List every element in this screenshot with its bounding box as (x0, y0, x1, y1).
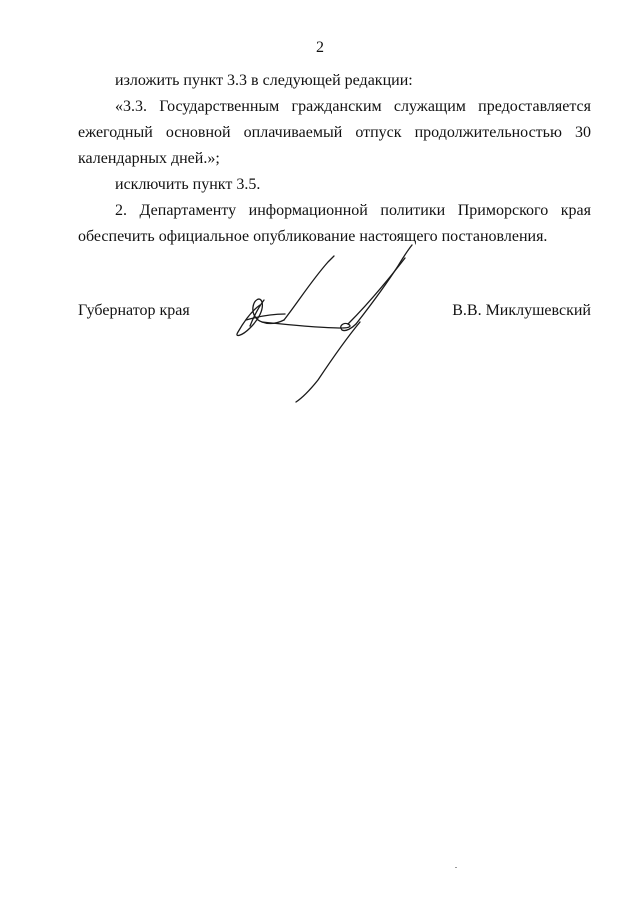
signature-block (78, 302, 591, 326)
page-number: 2 (316, 39, 324, 56)
paragraph-exclude-clause: исключить пункт 3.5. (115, 176, 261, 193)
document-body (78, 68, 591, 250)
paragraph-quoted-clause: «3.3. Государственным гражданским служащим предоставляется ежегодный основной оплачиваемый отпуск продолжительностью 30 календарных дней.»; (78, 98, 591, 167)
signer-name: В.В. Миклушевский (452, 302, 591, 319)
scan-speck (455, 867, 457, 868)
signer-title: Губернатор края (78, 302, 190, 319)
paragraph-publication: 2. Департаменту информационной политики Приморского края обеспечить официальное опубликование настоящего постановления. (78, 202, 591, 245)
paragraph-amend-intro: изложить пункт 3.3 в следующей редакции: (115, 72, 413, 89)
